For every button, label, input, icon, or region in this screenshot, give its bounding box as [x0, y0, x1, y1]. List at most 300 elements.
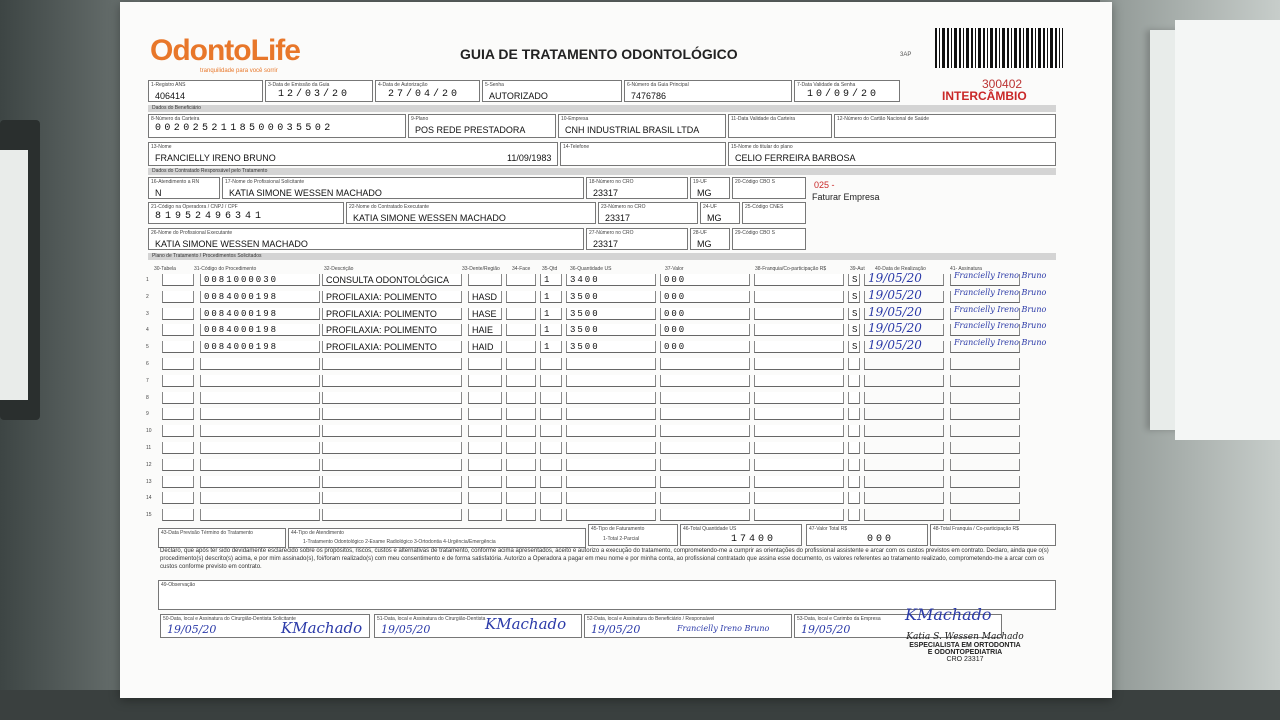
cell-valor: 000: [664, 342, 687, 353]
row-number: 3: [146, 310, 149, 317]
table-cell: [322, 425, 462, 437]
total-us-field: 46-Total Quantidade US 17400: [680, 524, 802, 546]
header-aut: 39-Aut: [850, 266, 865, 272]
cell-aut: S: [852, 342, 860, 353]
table-cell: [468, 324, 502, 336]
table-cell: [540, 341, 562, 353]
uf2-field: 24-UF MG: [700, 202, 740, 224]
table-cell: [754, 308, 844, 320]
row-number: 9: [146, 411, 149, 418]
header-tabela: 30-Tabela: [154, 266, 176, 272]
table-cell: [660, 425, 750, 437]
table-cell: [660, 358, 750, 370]
table-cell: [950, 492, 1020, 504]
form-title: GUIA DE TRATAMENTO ODONTOLÓGICO: [460, 46, 738, 62]
table-cell: [322, 408, 462, 420]
table-cell: [848, 459, 860, 471]
table-cell: [322, 341, 462, 353]
cell-codigo: 0084000198: [204, 342, 279, 353]
table-cell: [660, 375, 750, 387]
table-cell: [162, 476, 194, 488]
table-cell: [162, 408, 194, 420]
table-cell: [200, 358, 320, 370]
cpf-field: 21-Código na Operadora / CNPJ / CPF 81952496341: [148, 202, 344, 224]
cell-qtd: 1: [544, 325, 552, 336]
table-cell: [566, 509, 656, 521]
data-emissao-field: 3-Data de Emissão da Guia 12/03/20: [265, 80, 373, 102]
table-row: [146, 509, 1054, 523]
cell-assinatura: Francielly Ireno Bruno: [954, 321, 1047, 331]
cell-descricao: PROFILAXIA: POLIMENTO: [326, 308, 437, 319]
section-band-plano: Plano de Tratamento / Procedimentos Solicitados: [148, 253, 1056, 260]
table-cell: [566, 492, 656, 504]
cell-data: 19/05/20: [868, 271, 922, 285]
table-cell: [660, 509, 750, 521]
table-cell: [950, 459, 1020, 471]
table-cell: [566, 341, 656, 353]
header-descricao: 32-Descrição: [324, 266, 354, 272]
table-cell: [848, 291, 860, 303]
cbo-field: 20-Código CBO S: [732, 177, 806, 199]
previsao-termino-field: 43-Data Previsão Término do Tratamento: [158, 528, 286, 548]
table-cell: [162, 324, 194, 336]
table-cell: [660, 324, 750, 336]
table-cell: [848, 324, 860, 336]
table-cell: [200, 492, 320, 504]
table-cell: [660, 476, 750, 488]
table-cell: [322, 291, 462, 303]
table-cell: [540, 425, 562, 437]
carteira-field: 8-Número da Carteira 0020252118500035502: [148, 114, 406, 138]
table-row: [146, 476, 1054, 490]
row-number: 14: [146, 495, 152, 502]
cell-dente: HAID: [472, 342, 494, 353]
table-cell: [864, 476, 944, 488]
table-cell: [162, 375, 194, 387]
table-cell: [162, 392, 194, 404]
table-cell: [848, 492, 860, 504]
row-number: 13: [146, 478, 152, 485]
row-number: 5: [146, 344, 149, 351]
table-cell: [162, 291, 194, 303]
rn-field: 16-Atendimento a RN N: [148, 177, 220, 199]
table-cell: [468, 392, 502, 404]
table-cell: [754, 375, 844, 387]
header-franquia: 38-Franquia/Co-participação R$: [755, 266, 827, 272]
table-cell: [468, 291, 502, 303]
barcode: [935, 28, 1063, 68]
table-cell: [660, 459, 750, 471]
table-cell: [660, 308, 750, 320]
table-cell: [864, 321, 944, 336]
table-cell: [540, 358, 562, 370]
logo: OdontoLife: [150, 34, 300, 67]
paper-stack-top: [1175, 20, 1280, 440]
cell-aut: S: [852, 275, 860, 285]
table-cell: [754, 274, 844, 286]
table-row: [146, 425, 1054, 439]
table-cell: [848, 408, 860, 420]
table-cell: [506, 442, 536, 454]
table-cell: [200, 274, 320, 286]
contratado-executante-field: 22-Nome do Contratado Executante KATIA SIMONE WESSEN MACHADO: [346, 202, 596, 224]
row-number: 1: [146, 277, 149, 283]
solicitante-field: 17-Nome do Profissional Solicitante KATIA SIMONE WESSEN MACHADO: [222, 177, 584, 199]
table-cell: [754, 476, 844, 488]
table-row: [146, 271, 1054, 288]
cell-valor: 000: [664, 308, 687, 319]
clipboard-paper: [0, 150, 28, 400]
cell-dente: HASD: [472, 291, 498, 302]
header-data-realizacao: 40-Data de Realização: [875, 266, 926, 272]
table-cell: [200, 476, 320, 488]
table-cell: [200, 425, 320, 437]
table-cell: [506, 308, 536, 320]
table-cell: [540, 492, 562, 504]
table-cell: [468, 425, 502, 437]
table-cell: [200, 408, 320, 420]
cell-assinatura: Francielly Ireno Bruno: [954, 338, 1047, 348]
table-cell: [848, 392, 860, 404]
header-qtd-us: 36-Quantidade US: [570, 266, 612, 272]
treatment-form: [120, 2, 1112, 698]
signature-beneficiario: 52-Data, local e Assinatura do Beneficiário / Responsável 19/05/20 Francielly Ireno Bruno: [584, 614, 792, 638]
table-cell: [754, 459, 844, 471]
cell-assinatura: Francielly Ireno Bruno: [954, 271, 1047, 280]
header-assinatura: 41- Assinatura: [950, 266, 982, 272]
row-number: 2: [146, 293, 149, 300]
row-number: 15: [146, 512, 152, 519]
header-codigo: 31-Código do Procedimento: [194, 266, 257, 272]
table-cell: [506, 476, 536, 488]
table-cell: [200, 324, 320, 336]
table-cell: [322, 492, 462, 504]
table-cell: [540, 392, 562, 404]
header-dente: 33-Dente/Região: [462, 266, 500, 272]
table-cell: [950, 425, 1020, 437]
table-cell: [660, 274, 750, 286]
table-cell: [322, 442, 462, 454]
table-cell: [660, 341, 750, 353]
table-cell: [322, 324, 462, 336]
professional-stamp: Katia S. Wessen Machado ESPECIALISTA EM ORTODONTIA E ODONTOPEDIATRIA CRO 23317: [906, 632, 1024, 663]
table-cell: [506, 274, 536, 286]
form-code: 3AP: [900, 52, 912, 58]
cell-dente: HASE: [472, 308, 497, 319]
table-cell: [468, 492, 502, 504]
table-cell: [754, 425, 844, 437]
table-cell: [848, 442, 860, 454]
cell-descricao: CONSULTA ODONTOLÓGICA: [326, 275, 450, 285]
table-cell: [950, 375, 1020, 387]
table-cell: [200, 459, 320, 471]
cell-aut: S: [852, 325, 860, 336]
table-cell: [506, 375, 536, 387]
table-cell: [864, 338, 944, 353]
table-cell: [540, 324, 562, 336]
table-cell: [468, 308, 502, 320]
table-cell: [566, 425, 656, 437]
header-valor: 37-Valor: [665, 266, 684, 272]
table-cell: [506, 459, 536, 471]
table-cell: [468, 459, 502, 471]
table-cell: [506, 358, 536, 370]
table-cell: [200, 392, 320, 404]
table-cell: [566, 358, 656, 370]
table-cell: [322, 459, 462, 471]
section-band-contratado: Dados do Contratado Responsável pelo Tratamento: [148, 168, 1056, 175]
faturar-empresa: Faturar Empresa: [812, 192, 880, 202]
table-cell: [200, 308, 320, 320]
row-number: 6: [146, 361, 149, 367]
header-qtd: 35-Qtd: [542, 266, 558, 272]
row-number: 4: [146, 327, 149, 334]
table-cell: [322, 509, 462, 521]
table-cell: [848, 341, 860, 353]
signature-empresa: 53-Data, local e Carimbo da Empresa 19/05/20 KMachado: [794, 614, 1002, 638]
total-franquia-field: 48-Total Franquia / Co-participação R$: [930, 524, 1056, 546]
table-cell: [540, 459, 562, 471]
table-cell: [754, 392, 844, 404]
table-cell: [754, 324, 844, 336]
table-cell: [322, 358, 462, 370]
table-cell: [566, 476, 656, 488]
table-cell: [950, 408, 1020, 420]
cnes-field: 25-Código CNES: [742, 202, 806, 224]
logo-subtitle: tranquilidade para você sorrir: [200, 68, 278, 74]
table-cell: [754, 509, 844, 521]
table-cell: [162, 425, 194, 437]
table-cell: [162, 274, 194, 286]
uf-field: 19-UF MG: [690, 177, 730, 199]
profissional-executante-field: 26-Nome do Profissional Executante KATIA SIMONE WESSEN MACHADO: [148, 228, 584, 250]
table-cell: [864, 375, 944, 387]
table-cell: [950, 304, 1047, 320]
table-cell: [950, 476, 1020, 488]
table-cell: [754, 442, 844, 454]
cell-qtd_us: 3400: [570, 275, 600, 285]
table-cell: [200, 442, 320, 454]
table-cell: [864, 392, 944, 404]
cell-data: 19/05/20: [868, 321, 922, 336]
telefone-field: 14-Telefone: [560, 142, 726, 166]
nome-field: 13-Nome FRANCIELLY IRENO BRUNO 11/09/1983: [148, 142, 558, 166]
cell-data: 19/05/20: [868, 338, 922, 353]
cbo3-field: 29-Código CBO S: [732, 228, 806, 250]
empresa-field: 10-Empresa CNH INDUSTRIAL BRASIL LTDA: [558, 114, 726, 138]
table-cell: [864, 408, 944, 420]
table-cell: [864, 425, 944, 437]
table-cell: [566, 308, 656, 320]
table-cell: [950, 442, 1020, 454]
cbo-note: 025 -: [814, 180, 835, 190]
table-cell: [566, 291, 656, 303]
row-number: 8: [146, 394, 149, 401]
table-cell: [506, 324, 536, 336]
data-autorizacao-field: 4-Data de Autorização 27/04/20: [375, 80, 480, 102]
cell-valor: 000: [664, 291, 687, 302]
titular-field: 15-Nome do titular do plano CELIO FERREIRA BARBOSA: [728, 142, 1056, 166]
table-cell: [506, 425, 536, 437]
table-cell: [162, 442, 194, 454]
table-cell: [506, 492, 536, 504]
table-cell: [322, 274, 462, 286]
table-cell: [540, 442, 562, 454]
table-row: [146, 442, 1054, 456]
table-cell: [200, 375, 320, 387]
cell-aut: S: [852, 291, 860, 302]
table-cell: [660, 291, 750, 303]
table-cell: [660, 442, 750, 454]
table-cell: [864, 304, 944, 320]
table-cell: [754, 291, 844, 303]
table-row: [146, 375, 1054, 389]
table-cell: [162, 509, 194, 521]
cell-qtd: 1: [544, 275, 552, 285]
signature-dentista: 51-Data, local e Assinatura do Cirurgião-Dentista 19/05/20 KMachado: [374, 614, 582, 638]
table-cell: [506, 341, 536, 353]
cell-dente: HAIE: [472, 325, 494, 336]
table-cell: [864, 358, 944, 370]
table-cell: [660, 492, 750, 504]
table-cell: [566, 408, 656, 420]
table-row: [146, 392, 1054, 406]
table-row: [146, 358, 1054, 372]
table-cell: [540, 291, 562, 303]
cro2-field: 23-Número no CRO 23317: [598, 202, 698, 224]
header-face: 34-Face: [512, 266, 531, 272]
table-cell: [754, 358, 844, 370]
cell-assinatura: Francielly Ireno Bruno: [954, 287, 1047, 297]
guia-principal-field: 6-Número da Guia Principal 7476786: [624, 80, 792, 102]
table-cell: [468, 476, 502, 488]
table-cell: [754, 408, 844, 420]
cell-qtd_us: 3500: [570, 325, 600, 336]
table-cell: [848, 476, 860, 488]
table-cell: [950, 358, 1020, 370]
table-cell: [468, 442, 502, 454]
cell-qtd_us: 3500: [570, 308, 600, 319]
cell-codigo: 0084000198: [204, 325, 279, 336]
cell-descricao: PROFILAXIA: POLIMENTO: [326, 342, 437, 353]
table-cell: [468, 408, 502, 420]
validade-senha-field: 7-Data Validade da Senha 10/09/20: [794, 80, 900, 102]
table-cell: [540, 476, 562, 488]
table-cell: [950, 509, 1020, 521]
uf3-field: 28-UF MG: [690, 228, 730, 250]
table-cell: [322, 392, 462, 404]
table-cell: [660, 408, 750, 420]
cell-aut: S: [852, 308, 860, 319]
row-number: 11: [146, 445, 152, 451]
senha-field: 5-Senha AUTORIZADO: [482, 80, 622, 102]
table-cell: [660, 392, 750, 404]
signature-solicitante: 50-Data, local e Assinatura do Cirurgião-Dentista Solicitante 19/05/20 KMachado: [160, 614, 370, 638]
table-cell: [754, 341, 844, 353]
cell-valor: 000: [664, 325, 687, 336]
cro3-field: 27-Número no CRO 23317: [586, 228, 688, 250]
table-cell: [566, 442, 656, 454]
plano-field: 9-Plano POS REDE PRESTADORA: [408, 114, 556, 138]
table-cell: [200, 341, 320, 353]
cell-qtd: 1: [544, 342, 552, 353]
cell-valor: 000: [664, 275, 687, 285]
table-row: [146, 408, 1054, 422]
table-cell: [848, 274, 860, 286]
table-cell: [848, 375, 860, 387]
table-cell: [540, 408, 562, 420]
table-cell: [848, 509, 860, 521]
table-row: [146, 321, 1054, 338]
table-cell: [754, 492, 844, 504]
cell-data: 19/05/20: [868, 304, 922, 319]
intercambio-label: INTERCÂMBIO: [942, 89, 1027, 103]
table-cell: [566, 274, 656, 286]
table-cell: [848, 425, 860, 437]
table-cell: [864, 271, 944, 286]
table-cell: [200, 509, 320, 521]
table-cell: [864, 459, 944, 471]
table-row: [146, 338, 1054, 355]
cell-descricao: PROFILAXIA: POLIMENTO: [326, 291, 437, 302]
table-cell: [322, 476, 462, 488]
registro-ans-field: 1-Registro ANS 406414: [148, 80, 263, 102]
nascimento-value: 11/09/1983: [507, 153, 552, 163]
cro-field: 18-Número no CRO 23317: [586, 177, 688, 199]
table-cell: [950, 338, 1047, 353]
table-cell: [506, 509, 536, 521]
cell-assinatura: Francielly Ireno Bruno: [954, 304, 1047, 314]
cell-data: 19/05/20: [868, 287, 922, 302]
cell-qtd_us: 3500: [570, 291, 600, 302]
table-cell: [468, 274, 502, 286]
table-row: [146, 459, 1054, 473]
table-cell: [950, 271, 1047, 286]
cell-descricao: PROFILAXIA: POLIMENTO: [326, 325, 437, 336]
table-cell: [864, 442, 944, 454]
table-cell: [848, 358, 860, 370]
table-cell: [162, 358, 194, 370]
table-cell: [950, 287, 1047, 303]
table-cell: [162, 459, 194, 471]
table-cell: [506, 291, 536, 303]
table-cell: [566, 459, 656, 471]
valor-total-field: 47-Valor Total R$ 000: [806, 524, 928, 546]
table-row: [146, 304, 1054, 322]
validade-carteira-field: 11-Data Validade da Carteira: [728, 114, 832, 138]
table-cell: [540, 308, 562, 320]
table-cell: [468, 509, 502, 521]
table-cell: [566, 375, 656, 387]
observacao-field: 49-Observação: [158, 580, 1056, 610]
table-cell: [468, 375, 502, 387]
cell-qtd: 1: [544, 291, 552, 302]
table-cell: [950, 392, 1020, 404]
table-cell: [540, 509, 562, 521]
table-cell: [950, 321, 1047, 336]
table-cell: [864, 492, 944, 504]
table-cell: [506, 408, 536, 420]
cns-field: 12-Número do Cartão Nacional de Saúde: [834, 114, 1056, 138]
table-cell: [848, 308, 860, 320]
cell-qtd: 1: [544, 308, 552, 319]
guia-number: 300402: [982, 77, 1023, 91]
cell-codigo: 0081000030: [204, 275, 279, 285]
table-cell: [540, 375, 562, 387]
table-cell: [322, 375, 462, 387]
tipo-faturamento-field: 45-Tipo de Faturamento 1-Total 2-Parcial: [588, 524, 678, 546]
declaration-text: Declaro, que após ter sido devidamente esclarecido sobre os propósitos, riscos, custos e alternativas de tratamento, conforme acima apresentados, aceito e autorizo a execução do tratamento, comprometendo-me a cumprir as orientações do profissional assistente e arcar com os custos previstos em contrato. Declaro, ainda que o(s) procedimento(s) descrito(s) acima, e por mim assinado(s), foi/foram realizado(s) com meu consentimento e de forma satisfatória. Autorizo a Operadora a pagar em meu nome e por minha conta, ao profissional contratado que assina esse documento, os valores referentes ao tratamento realizado, comprometendo-me a arcar com os custos conforme previsto em contrato.: [160, 548, 1049, 570]
